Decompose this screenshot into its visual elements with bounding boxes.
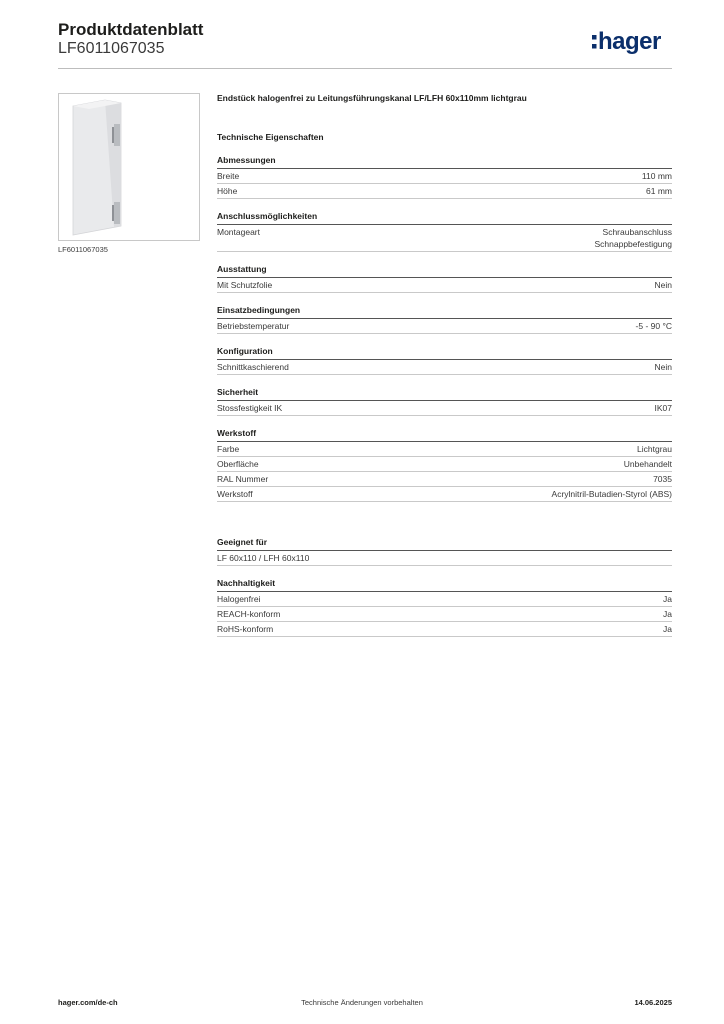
spec-row — [217, 442, 672, 457]
spec-value: Schraubanschluss Schnappbefestigung — [594, 227, 672, 249]
spec-value: 110 mm — [641, 171, 672, 181]
section-title: Konfiguration — [217, 345, 672, 360]
spec-section — [217, 154, 672, 199]
hager-logo — [592, 26, 676, 58]
spec-section — [217, 263, 672, 293]
spec-label: Breite — [217, 171, 240, 181]
section-title: Einsatzbedingungen — [217, 304, 672, 319]
spec-value: Ja — [663, 624, 672, 634]
spec-value: Ja — [663, 609, 672, 619]
spec-section — [217, 386, 672, 416]
spec-label: Montageart — [217, 227, 260, 237]
spec-section — [217, 577, 672, 637]
section-title: Sicherheit — [217, 386, 672, 401]
spec-row — [217, 472, 672, 487]
spec-value: -5 - 90 °C — [635, 321, 672, 331]
spec-label: Mit Schutzfolie — [217, 280, 273, 290]
footer-notice: Technische Änderungen vorbehalten — [301, 998, 423, 1007]
spec-value: Lichtgrau — [637, 444, 672, 454]
page-title: Produktdatenblatt — [58, 20, 204, 39]
section-title: Geeignet für — [217, 536, 672, 551]
footer-website-link[interactable]: hager.com/de-ch — [58, 998, 118, 1007]
spec-value: 61 mm — [646, 186, 672, 196]
spec-label: Werkstoff — [217, 489, 253, 499]
spec-row — [217, 457, 672, 472]
spec-label: Stossfestigkeit IK — [217, 403, 283, 413]
product-illustration — [59, 94, 199, 240]
spec-value: Ja — [663, 594, 672, 604]
spec-value: 7035 — [653, 474, 672, 484]
spec-row — [217, 607, 672, 622]
product-image — [58, 93, 200, 241]
spec-row — [217, 360, 672, 375]
extra-sections — [217, 536, 672, 637]
spec-label: Betriebstemperatur — [217, 321, 290, 331]
spec-content — [217, 92, 672, 648]
section-title: Anschlussmöglichkeiten — [217, 210, 672, 225]
spec-label: RoHS-konform — [217, 624, 274, 634]
product-title: Endstück halogenfrei zu Leitungsführungskanal LF/LFH 60x110mm lichtgrau — [217, 93, 527, 103]
spec-section — [217, 536, 672, 566]
spec-label: Halogenfrei — [217, 594, 261, 604]
spec-row — [217, 169, 672, 184]
spec-label: Farbe — [217, 444, 240, 454]
spec-label: REACH-konform — [217, 609, 281, 619]
section-title: Ausstattung — [217, 263, 672, 278]
technical-properties-heading: Technische Eigenschaften — [217, 132, 324, 142]
spec-label: RAL Nummer — [217, 474, 269, 484]
section-title: Abmessungen — [217, 154, 672, 169]
spec-value: Nein — [654, 280, 672, 290]
spec-value: Nein — [654, 362, 672, 372]
spec-value: Unbehandelt — [623, 459, 672, 469]
spec-row — [217, 225, 672, 252]
spec-row — [217, 401, 672, 416]
spec-label: Schnittkaschierend — [217, 362, 289, 372]
spec-row — [217, 184, 672, 199]
svg-text:hager: hager — [598, 28, 661, 55]
section-title: Werkstoff — [217, 427, 672, 442]
spec-section — [217, 345, 672, 375]
spec-label: Oberfläche — [217, 459, 259, 469]
spec-row — [217, 592, 672, 607]
spec-row — [217, 487, 672, 502]
article-number: LF6011067035 — [58, 40, 165, 57]
spec-value: IK07 — [654, 403, 672, 413]
footer-date: 14.06.2025 — [634, 998, 672, 1007]
spec-section — [217, 304, 672, 334]
spec-label: LF 60x110 / LFH 60x110 — [217, 553, 310, 563]
spec-value: Acrylnitril-Butadien-Styrol (ABS) — [551, 489, 672, 499]
spec-label: Höhe — [217, 186, 238, 196]
section-title: Nachhaltigkeit — [217, 577, 672, 592]
spec-row — [217, 622, 672, 637]
section-spacer — [217, 513, 672, 536]
spec-row — [217, 551, 672, 566]
image-caption: LF6011067035 — [58, 245, 108, 254]
spec-section — [217, 210, 672, 252]
header-divider — [58, 68, 672, 69]
spec-row — [217, 319, 672, 334]
spec-row — [217, 278, 672, 293]
spec-sections — [217, 154, 672, 502]
spec-section — [217, 427, 672, 502]
